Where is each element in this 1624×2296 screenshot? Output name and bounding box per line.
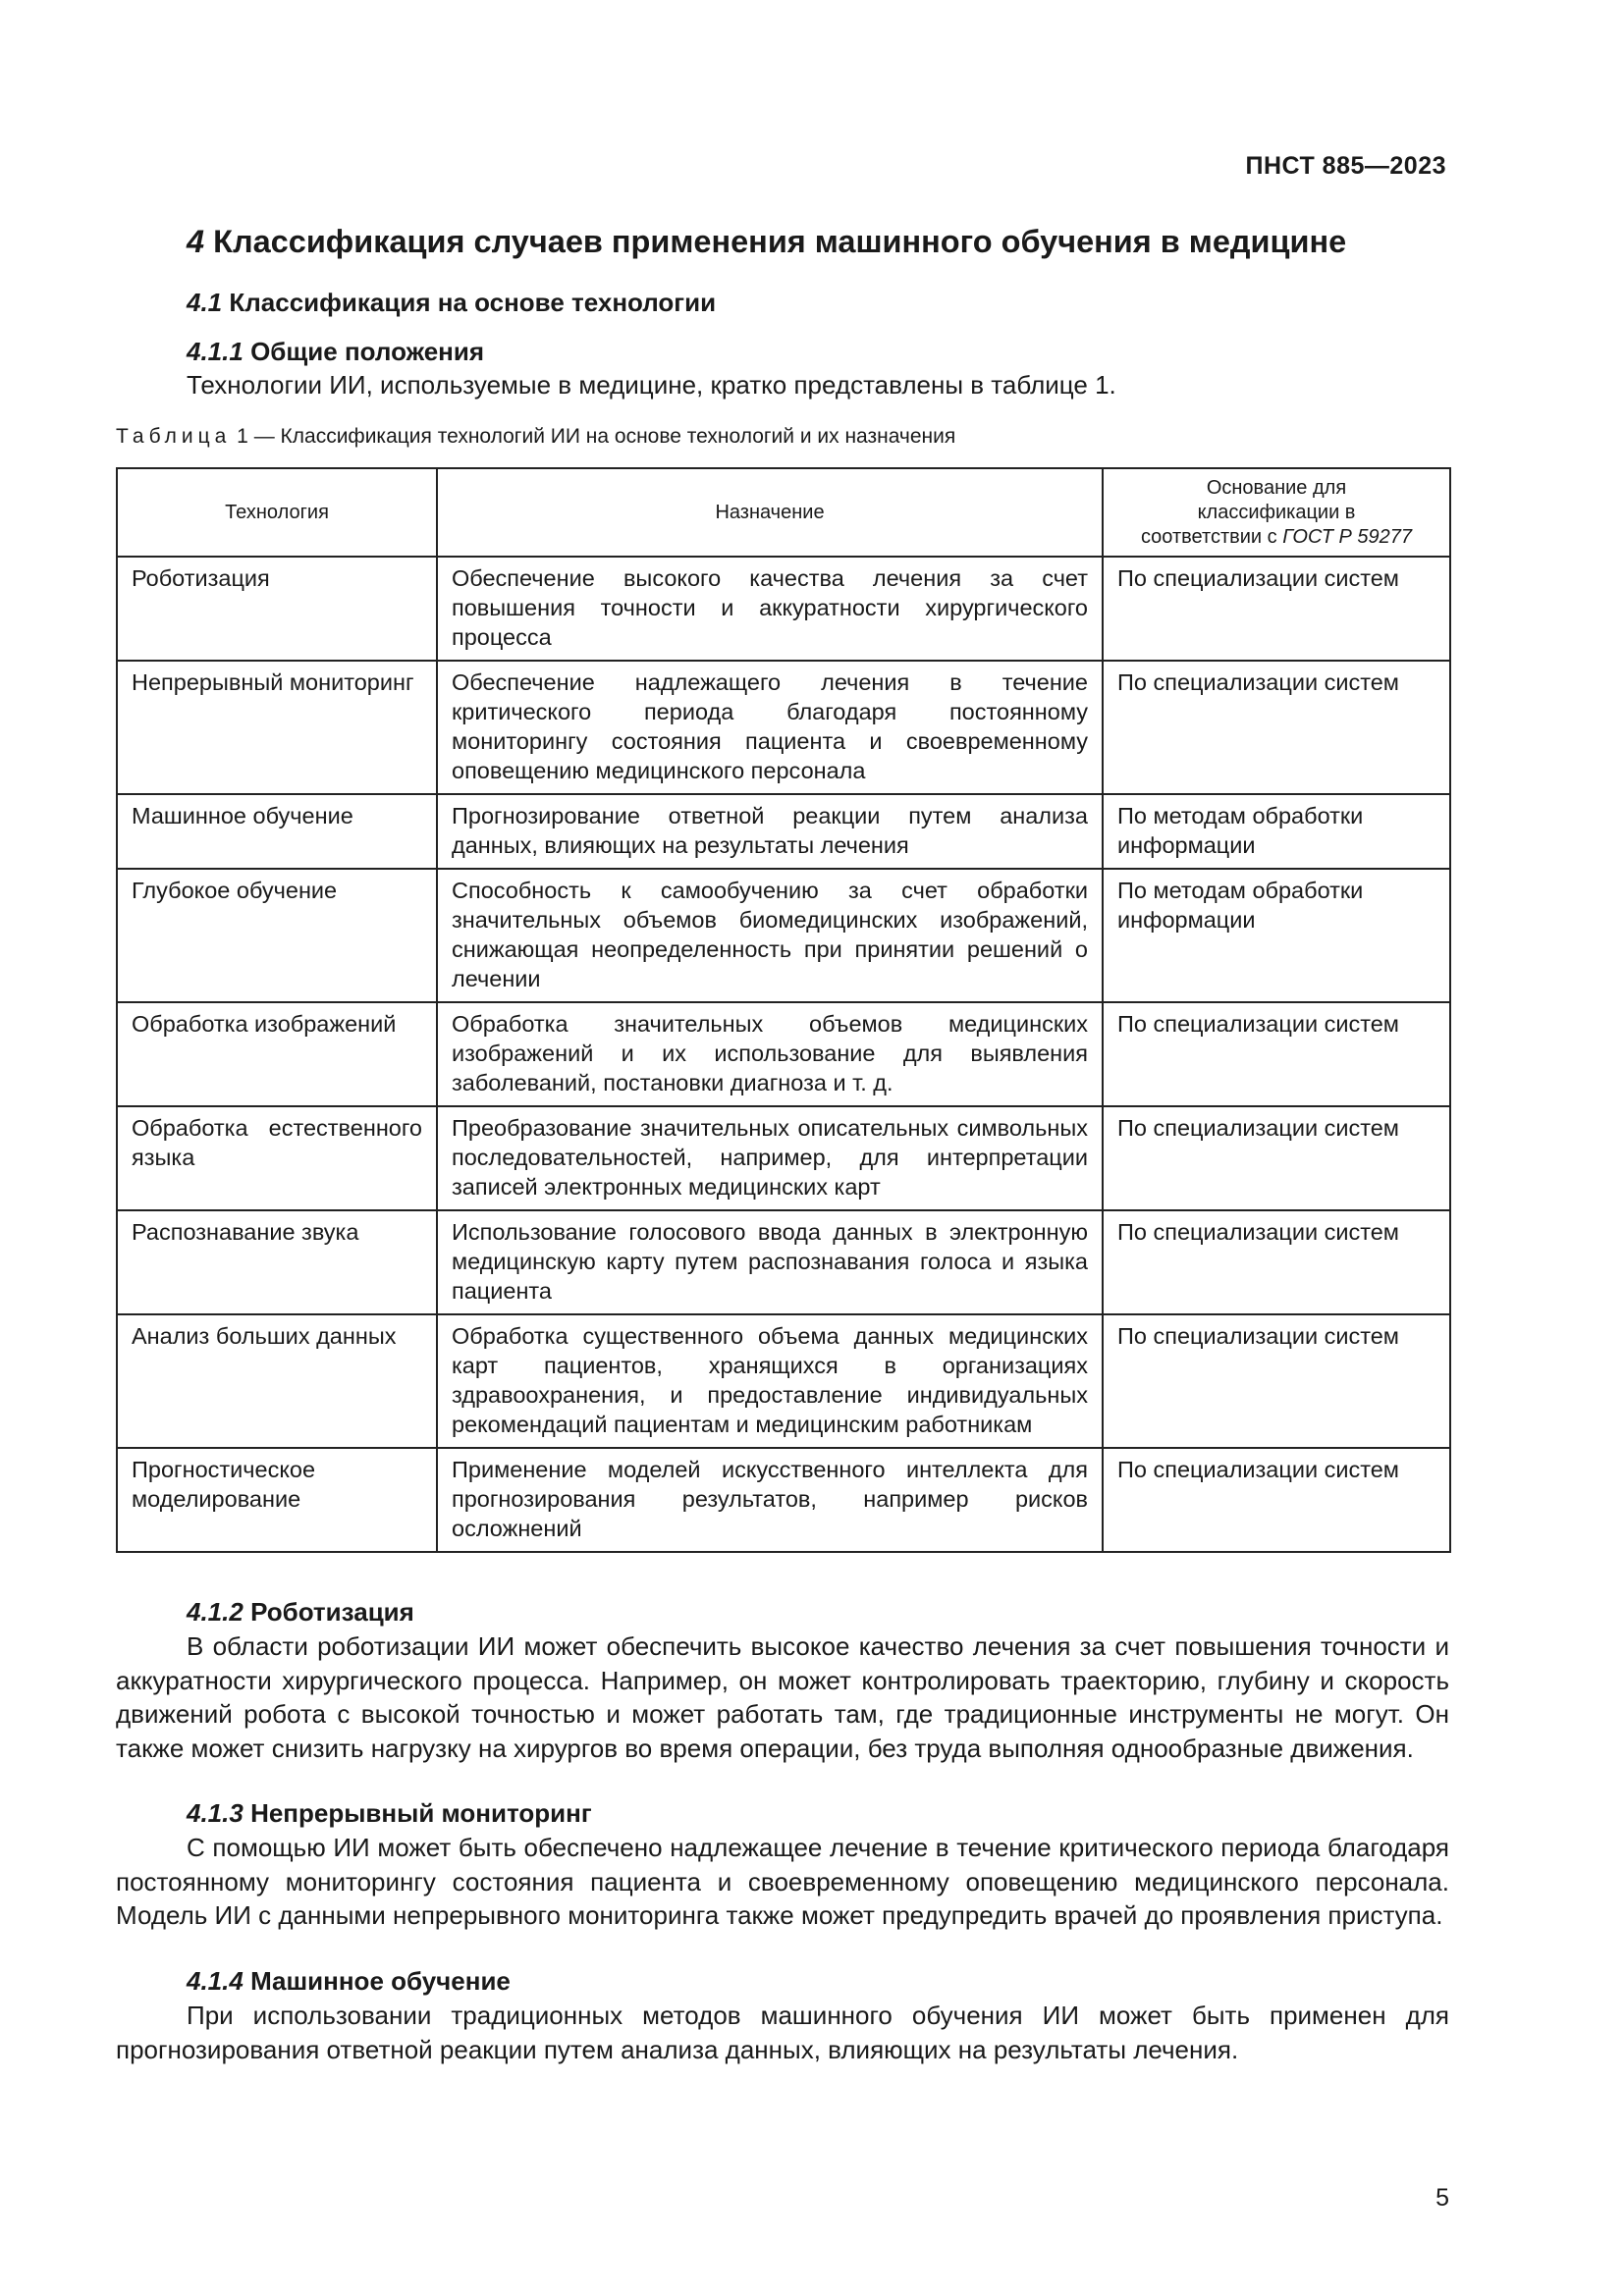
header-basis-line1: Основание для <box>1206 476 1347 499</box>
table-caption <box>116 425 955 449</box>
paragraph-machine-learning: При использовании традиционных методов машинного обучения ИИ может быть применен для прогнозирования ответной реакции путем анализа данных, влияющих на результаты лечения. <box>116 2001 1449 2064</box>
paragraph-robotization: В области роботизации ИИ может обеспечить высокое качество лечения за счет повышения точности и аккуратности хирургического процесса. Например, он может контролировать траекторию, глубину и скорость движений робота с высокой точностью и может работать там, где традиционные инструменты не могут. Он также может снизить нагрузку на хирургов во время операции, без труда выполняя однообразные движения. <box>116 1631 1449 1763</box>
heading-text: Машинное обучение <box>250 1966 511 1996</box>
header-purpose: Назначение <box>437 468 1103 557</box>
table-row <box>117 869 1450 1002</box>
section-number: 4 <box>187 224 205 259</box>
heading-text: Непрерывный мониторинг <box>250 1798 592 1828</box>
cell-basis: По специализации систем <box>1103 1314 1450 1448</box>
cell-technology: Анализ больших данных <box>117 1314 437 1448</box>
cell-basis: По специализации систем <box>1103 661 1450 794</box>
header-basis-line2: классификации в <box>1197 501 1356 523</box>
cell-purpose: Обработка существенного объема данных медицинских карт пациентов, хранящихся в организациях здравоохранения, и предоставление индивидуальных рекомендаций пациентам и медицинским работникам <box>437 1314 1103 1448</box>
section-title-text: Классификация случаев применения машинного обучения в медицине <box>213 224 1347 259</box>
cell-basis: По специализации систем <box>1103 1210 1450 1314</box>
subsection-title-text: Классификация на основе технологии <box>229 288 717 317</box>
cell-purpose: Обеспечение надлежащего лечения в течение критического периода благодаря постоянному мониторингу состояния пациента и своевременному оповещению медицинского персонала <box>437 661 1103 794</box>
cell-technology: Непрерывный мониторинг <box>117 661 437 794</box>
table-row <box>117 794 1450 869</box>
heading-continuous-monitoring <box>187 1798 592 1829</box>
table-header-row <box>117 468 1450 557</box>
heading-robotization <box>187 1597 414 1628</box>
cell-technology: Обработка изображений <box>117 1002 437 1106</box>
cell-purpose: Преобразование значительных описательных символьных последовательностей, например, для интерпретации записей электронных медицинских карт <box>437 1106 1103 1210</box>
heading-machine-learning <box>187 1966 511 1997</box>
cell-technology: Распознавание звука <box>117 1210 437 1314</box>
table-row <box>117 557 1450 661</box>
table-row <box>117 661 1450 794</box>
cell-technology: Обработка естественного языка <box>117 1106 437 1210</box>
heading-number: 4.1.2 <box>187 1597 244 1627</box>
cell-technology: Роботизация <box>117 557 437 661</box>
cell-basis: По специализации систем <box>1103 1448 1450 1552</box>
header-basis-line3: соответствии с <box>1140 525 1283 548</box>
cell-purpose: Обеспечение высокого качества лечения за счет повышения точности и аккуратности хирургического процесса <box>437 557 1103 661</box>
subsection-number: 4.1 <box>187 288 223 317</box>
cell-basis: По специализации систем <box>1103 1002 1450 1106</box>
cell-basis: По методам обработки информации <box>1103 869 1450 1002</box>
cell-purpose: Обработка значительных объемов медицинских изображений и их использование для выявления заболеваний, постановки диагноза и т. д. <box>437 1002 1103 1106</box>
heading-number: 4.1.3 <box>187 1798 244 1828</box>
intro-paragraph: Технологии ИИ, используемые в медицине, кратко представлены в таблице 1. <box>187 370 1116 400</box>
classification-table <box>116 467 1451 1553</box>
subsection-title <box>187 288 716 318</box>
cell-technology: Машинное обучение <box>117 794 437 869</box>
cell-technology: Прогностическое моделирование <box>117 1448 437 1552</box>
cell-basis: По методам обработки информации <box>1103 794 1450 869</box>
subsubsection-title-text: Общие положения <box>250 337 485 366</box>
cell-technology: Глубокое обучение <box>117 869 437 1002</box>
cell-basis: По специализации систем <box>1103 1106 1450 1210</box>
paragraph-continuous-monitoring: С помощью ИИ может быть обеспечено надлежащее лечение в течение критического периода благодаря постоянному мониторингу состояния пациента и своевременному оповещению медицинского персонала. Модель ИИ с данными непрерывного мониторинга также может предупредить врачей до проявления приступа. <box>116 1833 1449 1930</box>
table-row <box>117 1002 1450 1106</box>
cell-purpose: Способность к самообучению за счет обработки значительных объемов биомедицинских изображений, снижающая неопределенность при принятии решений о лечении <box>437 869 1103 1002</box>
cell-purpose: Использование голосового ввода данных в электронную медицинскую карту путем распознавания голоса и языка пациента <box>437 1210 1103 1314</box>
page-number: 5 <box>1435 2184 1449 2212</box>
cell-purpose: Прогнозирование ответной реакции путем анализа данных, влияющих на результаты лечения <box>437 794 1103 869</box>
heading-text: Роботизация <box>250 1597 414 1627</box>
table-row <box>117 1106 1450 1210</box>
table-row <box>117 1448 1450 1552</box>
header-basis-reference: ГОСТ Р 59277 <box>1282 525 1413 548</box>
table-caption-text: 1 — Классификация технологий ИИ на основе технологий и их назначения <box>231 425 956 448</box>
table-row <box>117 1210 1450 1314</box>
cell-purpose: Применение моделей искусственного интеллекта для прогнозирования результатов, например рисков осложнений <box>437 1448 1103 1552</box>
heading-number: 4.1.4 <box>187 1966 244 1996</box>
standard-code: ПНСТ 885—2023 <box>1245 152 1446 180</box>
cell-basis: По специализации систем <box>1103 557 1450 661</box>
header-technology: Технология <box>117 468 437 557</box>
section-title <box>187 224 1346 260</box>
subsubsection-title <box>187 337 484 367</box>
subsubsection-number: 4.1.1 <box>187 337 244 366</box>
table-row <box>117 1314 1450 1448</box>
table-caption-word: Таблица <box>116 425 232 448</box>
header-basis <box>1103 468 1450 557</box>
